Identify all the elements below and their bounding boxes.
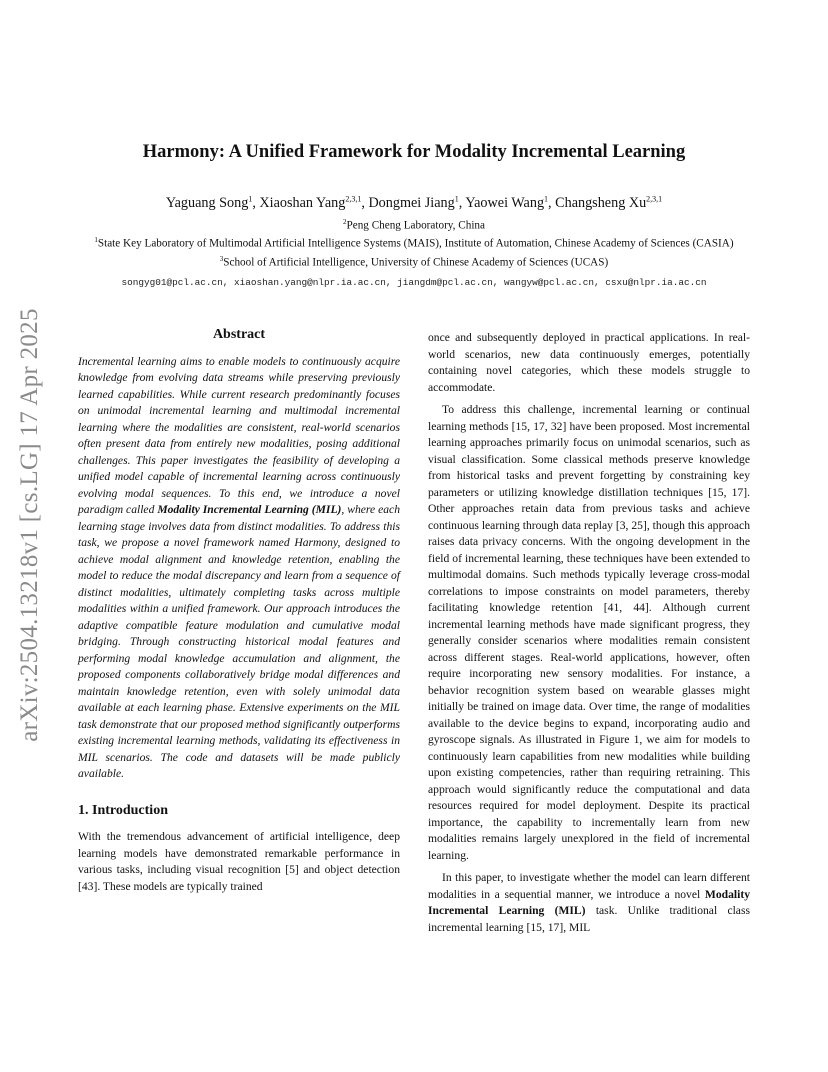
arxiv-side-stamp — [10, 290, 50, 760]
abstract-heading: Abstract — [212, 327, 266, 342]
affiliation: $^3$School of Artificial Intelligence, University of Chinese Academy of Sciences (UCAS) — [219, 255, 609, 269]
author: Xiaoshan Yang$^{2,3,1}$, — [259, 194, 369, 211]
author: Changsheng Xu$^{2,3,1}$ — [555, 194, 663, 211]
intro-paragraph: With the tremendous advancement of artificial intelligence, deep learning models have demonstrated remarkable performance in various tasks, including visual recognition [5] and object detection [43]. These models are typically trained — [78, 830, 400, 893]
author: Dongmei Jiang$^1$, — [368, 194, 466, 211]
body-paragraph: In this paper, to investigate whether the model can learn different modalities in a sequential manner, we introduce a novel Modality Incremental Learning (MIL) task. Unlike traditional class incremental learning [15, 17], MIL — [428, 871, 750, 934]
body-paragraph: once and subsequently deployed in practical applications. In real-world scenarios, new data continuously emerges, potentially containing novel categories, which these models struggle to accommodate. — [428, 331, 750, 394]
left-column — [78, 327, 400, 901]
right-column — [428, 330, 750, 942]
author: Yaguang Song$^1$, — [165, 194, 260, 211]
abstract-text: Incremental learning aims to enable models to continuously acquire knowledge from evolving data streams while preserving previously learned capabilities. While current research predominantly focuses on unimodal incremental learning and multimodal incremental learning where the modalities are consistent, real-world scenarios often present data from entirely new modalities, posing additional challenges. This paper investigates the feasibility of developing a unified model capable of incremental learning across continuously evolving modal sequences. To this end, we introduce a novel paradigm called Modality Incremental Learning (MIL), where each learning stage involves data from distinct modalities. To address this task, we propose a novel framework named Harmony, designed to achieve modal alignment and knowledge retention, enabling the model to reduce the modal discrepancy and learn from a sequence of distinct modalities, ultimately completing tasks across multiple modalities within a unified framework. Our approach introduces the adaptive compatible feature modulation and cumulative modal bridging. Through constructing historical modal features and performing modal knowledge accumulation and alignment, the proposed components collaboratively bridge modal differences and maintain knowledge retention, even with solely unimodal data available at each learning phase. Extensive experiments on the MIL task demonstrate that our proposed method significantly outperforms existing incremental learning methods, validating its effectiveness in MIL scenarios. The code and datasets will be made publicly available. — [78, 354, 400, 780]
paper-title: Harmony: A Unified Framework for Modality Incremental Learning — [142, 142, 686, 162]
affiliation: $^2$Peng Cheng Laboratory, China — [343, 218, 485, 232]
author: Yaowei Wang$^1$, — [465, 194, 556, 211]
affiliation: $^1$State Key Laboratory of Multimodal Artificial Intelligence Systems (MAIS), Institute of Automation, Chinese Academy of Sciences (CASIA) — [94, 236, 734, 250]
arxiv-identifier[interactable]: arXiv:2504.13218v1 [cs.LG] 17 Apr 2025 — [16, 308, 44, 742]
author-list — [40, 194, 788, 212]
author-emails[interactable]: songyg01@pcl.ac.cn, xiaoshan.yang@nlpr.ia.ac.cn, jiangdm@pcl.ac.cn, wangyw@pcl.ac.cn, csxu@nlpr.ia.ac.cn — [121, 277, 707, 288]
introduction-heading: 1. Introduction — [78, 802, 168, 818]
body-paragraph: To address this challenge, incremental learning or continual learning methods [15, 17, 32] have been proposed. Most incremental learning approaches primarily focus on unimodal scenarios, such as visual classification. Some classical methods preserve knowledge from historical tasks and prevent forgetting by constraining key parameters or utilizing knowledge distillation techniques [15, 17]. Other approaches retain data from previous tasks and achieve continuous learning through data replay [3, 25], though this approach raises data privacy concerns. With the ongoing development in the field of incremental learning, these techniques have been extended to multimodal domains. Such methods typically leverage cross-modal correlations to impose constraints on model parameters, thereby facilitating knowledge retention [41, 44]. Although current incremental learning methods have made significant progress, they generally consider scenarios where modalities remain consistent across different stages. Real-world applications, however, often require incorporating new sensory modalities. For instance, a behavior recognition system based on wearable glasses might initially be trained on image data. Over time, the range of modalities available to the device begins to expand, incorporating audio and gyroscope signals. As illustrated in Figure 1, we aim for models to continuously learn capabilities from new modalities while building upon existing competencies, rather than requiring retraining. This approach would significantly reduce the computational and data resources required for model deployment. Despite its practical importance, the capability to incrementally learn from new modalities remains largely unexplored in the field of incremental learning. — [428, 403, 750, 862]
